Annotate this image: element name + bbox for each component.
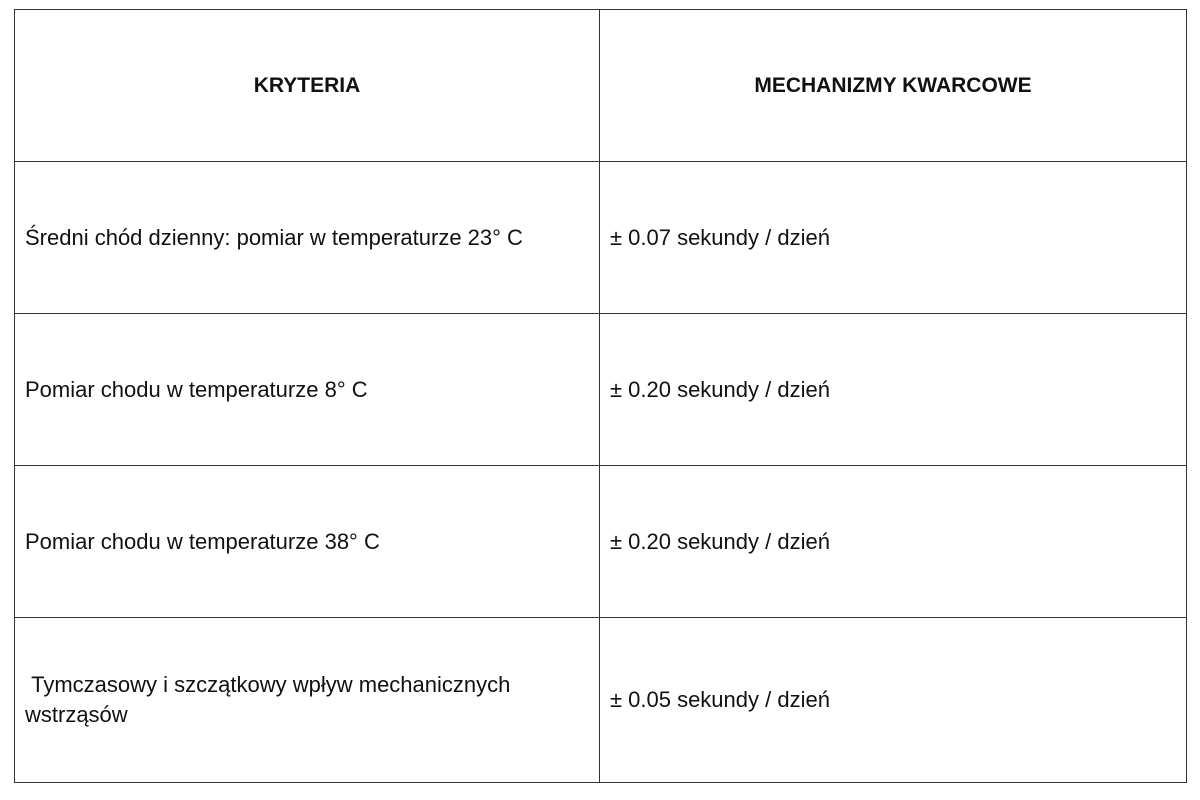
value-cell: ± 0.07 sekundy / dzień bbox=[599, 162, 1186, 314]
criterion-cell: Średni chód dzienny: pomiar w temperaturze 23° C bbox=[15, 162, 600, 314]
header-criteria: KRYTERIA bbox=[15, 10, 600, 162]
table-row bbox=[15, 314, 1187, 466]
table-row bbox=[15, 466, 1187, 618]
criteria-table bbox=[14, 9, 1187, 783]
criterion-cell: Tymczasowy i szczątkowy wpływ mechanicznych wstrząsów bbox=[15, 618, 600, 783]
value-cell: ± 0.20 sekundy / dzień bbox=[599, 466, 1186, 618]
value-cell: ± 0.05 sekundy / dzień bbox=[599, 618, 1186, 783]
criterion-cell: Pomiar chodu w temperaturze 38° C bbox=[15, 466, 600, 618]
table-row bbox=[15, 618, 1187, 783]
header-row bbox=[15, 10, 1187, 162]
value-cell: ± 0.20 sekundy / dzień bbox=[599, 314, 1186, 466]
criterion-cell: Pomiar chodu w temperaturze 8° C bbox=[15, 314, 600, 466]
table-row bbox=[15, 162, 1187, 314]
header-quartz-mechanisms: MECHANIZMY KWARCOWE bbox=[599, 10, 1186, 162]
